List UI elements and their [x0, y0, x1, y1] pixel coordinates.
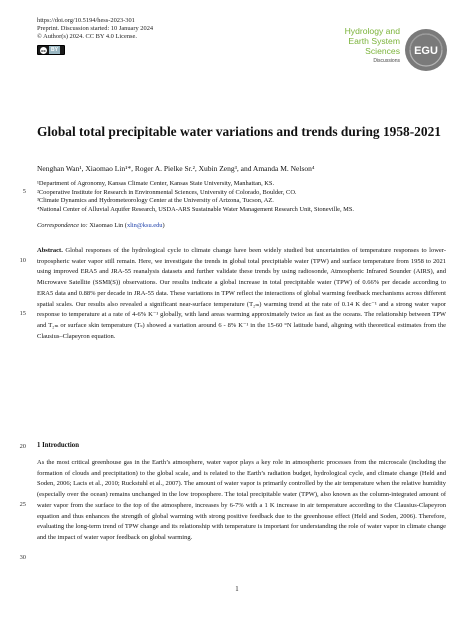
preprint-meta	[37, 17, 153, 42]
affiliations	[37, 180, 354, 214]
cc-by-label: BY	[51, 47, 58, 53]
egu-logo-text: EGU	[414, 45, 438, 57]
line-number: 15	[19, 310, 26, 317]
journal-name	[345, 26, 400, 65]
line-number: 30	[19, 554, 26, 561]
license-text: © Author(s) 2024. CC BY 4.0 License.	[37, 33, 137, 41]
affiliation-1: ¹Department of Agronomy, Kansas Climate Center, Kansas State University, Manhattan, KS.	[37, 180, 275, 187]
line-number: 25	[19, 501, 26, 508]
affiliation-3: ³Climate Dynamics and Hydrometeorology Center at the University of Arizona, Tucson, AZ.	[37, 197, 274, 205]
paper-title: Global total precipitable water variations and trends during 1958-2021	[37, 124, 441, 139]
cc-icon: cc	[41, 47, 46, 53]
author-list: Nenghan Wan¹, Xiaomao Lin¹*, Roger A. Pielke Sr.², Xubin Zeng³, and Amanda M. Nelson⁴	[37, 164, 315, 173]
line-number: 5	[22, 188, 26, 195]
line-number: 10	[19, 257, 26, 264]
page-number: 1	[235, 586, 239, 593]
journal-discussions: Discussions	[373, 58, 400, 64]
doi-link[interactable]: https://doi.org/10.5194/hess-2023-301	[37, 17, 135, 24]
affiliation-4: ⁴National Center of Alluvial Aquifer Research, USDA-ARS Sustainable Water Management Research Unit, Stoneville, MS.	[37, 205, 354, 213]
journal-line-3: Sciences	[365, 46, 400, 56]
correspondence-email-link[interactable]: xlin@ksu.edu	[126, 222, 163, 229]
discussion-date: Preprint. Discussion started: 10 January 2024	[37, 25, 154, 33]
cc-by-badge[interactable]	[37, 45, 65, 55]
introduction-text: As the most critical greenhouse gas in the Earth’s atmosphere, water vapor plays a key role in atmospheric processes from the microscale (including the formation of clouds and precipitation) to the global scale, and is related to the Earth’s radiation budget, hydrological cycle, and climate change (Held and Soden, 2006; Lacis et al., 2010; Ruckstuhl et al., 2007). The amount of water vapor is primarily controlled by the air temperature when the relative humidity (especially over the ocean) remains unchanged in the low troposphere. The total precipitable water (TPW), also known as the column-integrated amount of water vapor from the surface to the top of the atmosphere, increases by 6-7% with a 1 K increase in air temperature according to the Clausius-Clapeyron equation and thus enhances the strength of global warming with strong positive feedback due to the greenhouse effect (Held and Soden, 2006). Therefore, evaluating the long-term trend of TPW change and its relationship with temperature is important for understanding the role of water vapor in climate change and the impact of water vapor feedback on global warming.	[37, 459, 446, 541]
correspondence-close: )	[162, 222, 165, 229]
correspondence-name: Xiaomao Lin (	[89, 222, 127, 229]
affiliation-2: ²Cooperative Institute for Research in Environmental Sciences, University of Colorado, Boulder, CO.	[37, 188, 297, 196]
section-heading: 1 Introduction	[37, 442, 79, 449]
abstract-label: Abstract.	[37, 247, 63, 254]
journal-line-2: Earth System	[348, 36, 400, 46]
journal-line-1: Hydrology and	[344, 26, 400, 36]
egu-logo-icon	[404, 28, 448, 72]
abstract-text: Global responses of the hydrological cycle to climate change have been widely studied but uncertainties of temperature responses to lower-tropospheric water vapor still remain. Here, we investigate the trends in global total precipitable water (TPW) and surface temperature from 1958 to 2021 using improved ERA5 and JRA-55 reanalysis datasets and further validate these trends by using radiosonde, Atmospheric Infrared Sounder (AIRS), and Microwave Satellite (SSMI(S)) observations. Our results indicate a global increase in total precipitable water (TPW) of 0.66% per decade according to ERA5 data and 0.88% per decade in JRA-55 data. These variations in TPW reflect the interactions of global warming feedback mechanisms across different spatial scales. Our results also revealed a significant near-surface temperature (T₂ₘ) warming trend at the rate of 0.14 K dec⁻¹ and a strong water vapor response to temperature at a rate of 4-6% K⁻¹ globally, with land areas warming approximately twice as fast as the oceans. The relationship between TPW and T₂ₘ or surface skin temperature (Tₛ) showed a variation around 6 - 8% K⁻¹ in the 15-60 °N latitude band, aligning with theoretical estimates from the Clausius–Clapeyron equation.	[37, 247, 446, 340]
line-number: 20	[19, 443, 26, 450]
abstract	[37, 246, 446, 342]
correspondence-label: Correspondence to:	[37, 222, 88, 229]
correspondence	[37, 222, 165, 230]
